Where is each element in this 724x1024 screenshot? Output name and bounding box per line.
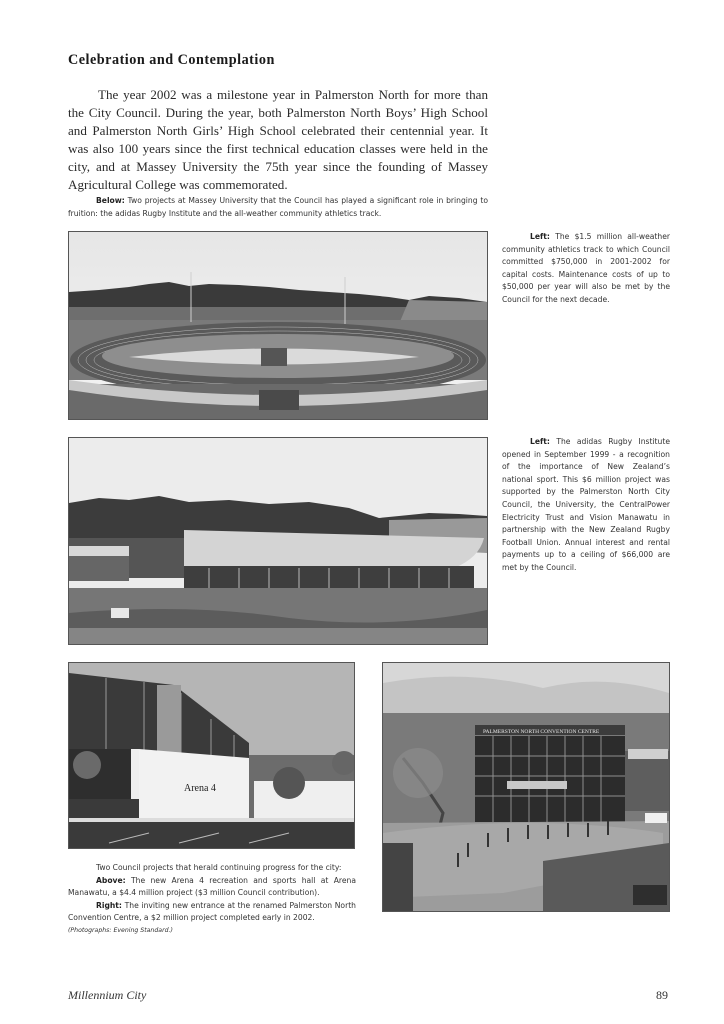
- track-caption: [502, 231, 670, 307]
- bottom-caption: [68, 862, 356, 938]
- caption-label: Left:: [530, 232, 550, 241]
- caption-text: The adidas Rugby Institute opened in September 1999 - a recognition of the importance of New Zealand’s national sport. This $6 million project was supported by the Palmerston North City Council, the University, the CentralPower Electricity Trust and Vision Manawatu in partnership with the New Zealand Rugby Football Union. Annual interest and rental payments up to a ceiling of $66,000 are met by the Council.: [502, 437, 670, 572]
- caption-label: Left:: [530, 437, 550, 446]
- caption-label-right: Right:: [96, 900, 122, 910]
- section-heading: Celebration and Contemplation: [68, 52, 275, 68]
- convention-sign: PALMERSTON NORTH CONVENTION CENTRE: [483, 729, 600, 735]
- caption-text: Two projects at Massey University that the Council has played a significant role in bringing to fruition: the adidas Rugby Institute and the all-weather community athletics track.: [68, 196, 488, 218]
- arena-4-photo: [68, 662, 355, 849]
- caption-text-above: The new Arena 4 recreation and sports hall at Arena Manawatu, a $4.4 million project ($3 million Council contribution).: [68, 875, 356, 898]
- page-number: 89: [656, 988, 668, 1002]
- caption-text: The $1.5 million all-weather community athletics track to which Council committed $750,000 in 2001-2002 for capital costs. Maintenance costs of up to $50,000 per year will also be met by the Council for the next decade.: [502, 232, 670, 304]
- caption-label: Below:: [96, 196, 125, 205]
- rugby-institute-photo: [68, 437, 488, 645]
- footer-title: Millennium City: [68, 988, 147, 1002]
- athletics-track-photo: [68, 231, 488, 420]
- below-caption: [68, 195, 488, 220]
- rugby-caption: [502, 436, 670, 575]
- convention-centre-photo: [382, 662, 670, 912]
- intro-text: The year 2002 was a milestone year in Palmerston North for more than the City Council. During the year, both Palmerston North Boys’ High School and Palmerston North Girls’ High School celebrated their centennial year. It was also 100 years since the first technical education classes were held in the city, and at Massey University the 75th year since the founding of Massey Agricultural College was commemorated.: [68, 87, 488, 192]
- photo-credit: (Photographs: Evening Standard.): [68, 926, 173, 934]
- caption-text-right: The inviting new entrance at the renamed Palmerston North Convention Centre, a $2 million project completed early in 2002.: [68, 900, 356, 923]
- intro-paragraph: [68, 86, 488, 194]
- arena-sign: Arena 4: [184, 783, 216, 794]
- caption-intro: Two Council projects that herald continuing progress for the city:: [96, 863, 342, 872]
- caption-label-above: Above:: [96, 875, 126, 885]
